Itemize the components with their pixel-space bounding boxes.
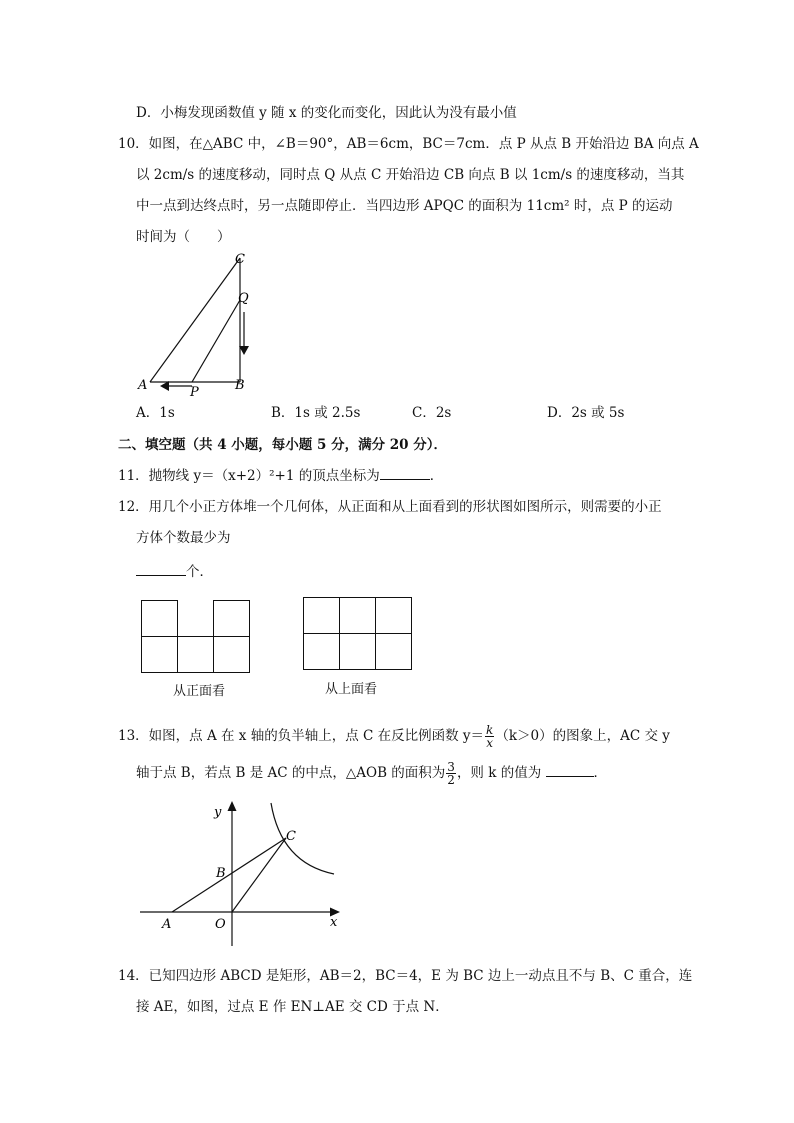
top-view-grid: [303, 597, 412, 670]
q11-answer-blank[interactable]: [380, 466, 430, 480]
q13-answer-blank[interactable]: [546, 763, 594, 777]
label-c: C: [235, 252, 245, 267]
label-o: O: [215, 917, 226, 932]
y-axis-arrow: [228, 801, 237, 811]
top-cell: [303, 633, 340, 670]
label-b: B: [235, 378, 245, 393]
q11-text: 11．抛物线 y＝（x+2）²+1 的顶点坐标为: [118, 468, 380, 484]
fraction-k-over-x: $\frac{k}{x}$: [486, 723, 494, 750]
top-cell: [339, 633, 376, 670]
q13-line2: [136, 759, 607, 787]
label-a: A: [162, 917, 172, 932]
label-p: P: [190, 385, 199, 400]
q13-text3: 轴于点 B，若点 B 是 AC 的中点，△AOB 的面积为: [136, 765, 446, 781]
segment-pq: [192, 300, 240, 382]
top-cell: [303, 597, 340, 634]
q13-text2: （k＞0）的图象上，AC 交 y: [495, 728, 670, 744]
front-cell: [213, 636, 250, 673]
section-title: 二、填空题（共 4 小题，每小题 5 分，满分 20 分）．: [118, 437, 448, 453]
q11-line: [118, 466, 443, 485]
q13-line1: [118, 722, 670, 750]
side-ac: [150, 258, 240, 382]
front-cell: [213, 600, 250, 637]
q13-end: ．: [593, 765, 607, 781]
front-cell: [177, 636, 214, 673]
q10-line3: 中一点到达终点时，另一点随即停止．当四边形 APQC 的面积为 11cm² 时，点 P 的运动: [136, 198, 673, 214]
q14-line1: 14．已知四边形 ABCD 是矩形，AB＝2，BC＝4，E 为 BC 边上一动点且不与 B、C 重合，连: [118, 968, 693, 984]
q12-unit: 个．: [186, 564, 213, 580]
q13-text4: ，则 k 的值为: [456, 765, 542, 781]
q14-line2: 接 AE，如图，过点 E 作 EN⊥AE 交 CD 于点 N．: [136, 999, 449, 1015]
q13-coordinate-figure: [136, 798, 350, 950]
q10-line4: 时间为（ ）: [136, 229, 231, 245]
top-cell: [375, 597, 412, 634]
front-cell: [141, 636, 178, 673]
q10-option-a: A．1s: [136, 405, 175, 421]
q13-text1: 13．如图，点 A 在 x 轴的负半轴上，点 C 在反比例函数 y＝: [118, 728, 485, 744]
q12-line1: 12．用几个小正方体堆一个几何体，从正面和从上面看到的形状图如图所示，则需要的小正: [118, 499, 662, 515]
q12-answer-blank[interactable]: [136, 562, 186, 576]
front-cell: [141, 600, 178, 637]
label-a: A: [138, 378, 148, 393]
q10-triangle-figure: [130, 248, 270, 400]
front-view-grid: [141, 600, 250, 673]
segment-ac: [172, 838, 286, 912]
segment-oc: [232, 838, 286, 912]
q10-option-d: D．2s 或 5s: [547, 405, 625, 421]
q12-line2: 方体个数最少为: [136, 530, 231, 546]
q10-option-b: B．1s 或 2.5s: [271, 405, 361, 421]
label-q: Q: [238, 291, 249, 306]
q12-line3: [136, 562, 213, 581]
label-c: C: [286, 829, 296, 844]
q10-option-c: C．2s: [412, 405, 452, 421]
q11-end: ．: [429, 468, 444, 484]
fraction-three-halves: $\frac{3}{2}$: [447, 760, 455, 787]
hyperbola-curve: [271, 803, 334, 874]
top-cell: [375, 633, 412, 670]
q9-option-d: D．小梅发现函数值 y 随 x 的变化而变化，因此认为没有最小值: [136, 105, 517, 121]
top-view-caption: 从上面看: [325, 682, 378, 697]
label-y: y: [214, 805, 222, 820]
front-view-caption: 从正面看: [173, 684, 226, 699]
label-x: x: [330, 915, 338, 930]
top-cell: [339, 597, 376, 634]
q10-line2: 以 2cm/s 的速度移动，同时点 Q 从点 C 开始沿边 CB 向点 B 以 1cm/s 的速度移动，当其: [136, 167, 685, 183]
label-b: B: [216, 866, 226, 881]
q10-line1: 10．如图，在△ABC 中，∠B＝90°，AB＝6cm，BC＝7cm．点 P 从点 B 开始沿边 BA 向点 A: [118, 136, 699, 152]
